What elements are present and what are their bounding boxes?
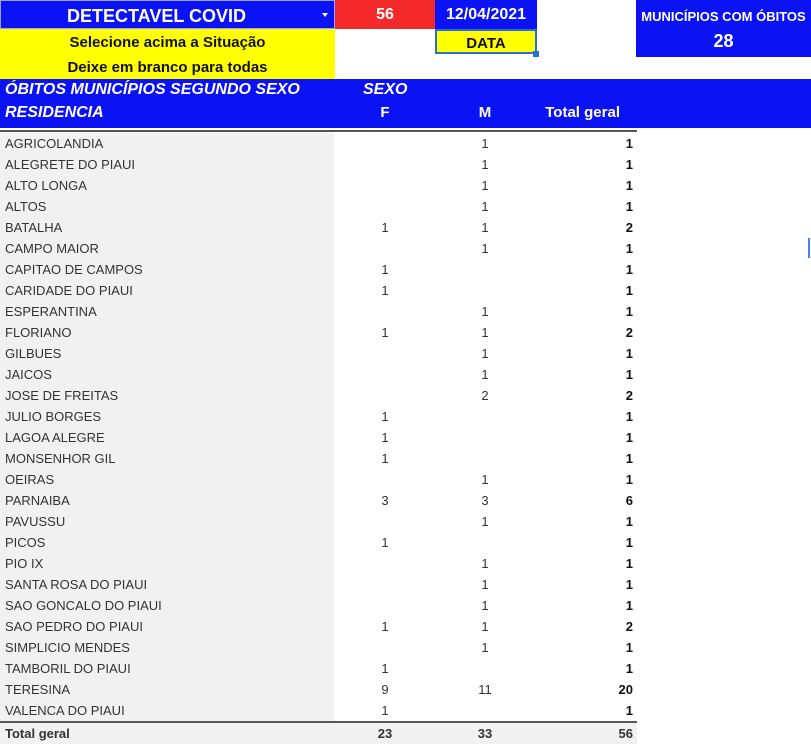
row-total: 2: [625, 619, 633, 634]
row-municipio: PARNAIBA: [0, 490, 334, 511]
row-m: 1: [481, 640, 489, 655]
situation-dropdown-value: DETECTAVEL COVID: [67, 6, 247, 26]
count-cell: 56: [335, 0, 435, 29]
table-row[interactable]: [0, 406, 637, 427]
row-municipio: JAICOS: [0, 364, 334, 385]
row-total: 2: [625, 325, 633, 340]
situation-dropdown[interactable]: [0, 0, 335, 29]
row-total: 1: [625, 451, 633, 466]
row-municipio: TERESINA: [0, 679, 334, 700]
row-m: 1: [481, 178, 489, 193]
row-m: 1: [481, 304, 489, 319]
table-row[interactable]: [0, 616, 637, 637]
selection-marker: [808, 238, 810, 258]
table-row[interactable]: [0, 658, 637, 679]
table-row[interactable]: [0, 595, 637, 616]
row-total: 1: [625, 157, 633, 172]
table-row[interactable]: [0, 322, 637, 343]
table-row[interactable]: [0, 280, 637, 301]
table-row[interactable]: [0, 364, 637, 385]
row-f: 1: [381, 703, 389, 718]
row-f: 1: [381, 283, 389, 298]
table-row[interactable]: [0, 217, 637, 238]
row-total: 1: [625, 661, 633, 676]
row-municipio: AGRICOLANDIA: [0, 133, 334, 154]
row-m: 2: [481, 388, 489, 403]
row-total: 1: [625, 367, 633, 382]
row-m: 1: [481, 472, 489, 487]
hint-line-1: Selecione acima a Situação: [0, 29, 335, 54]
row-m: 1: [481, 346, 489, 361]
table-row[interactable]: [0, 343, 637, 364]
table-row[interactable]: [0, 154, 637, 175]
table-row[interactable]: [0, 532, 637, 553]
table-row[interactable]: [0, 490, 637, 511]
col-total-header: Total geral: [545, 104, 620, 121]
row-municipio: TAMBORIL DO PIAUI: [0, 658, 334, 679]
row-municipio: CARIDADE DO PIAUI: [0, 280, 334, 301]
row-m: 1: [481, 241, 489, 256]
row-f: 1: [381, 661, 389, 676]
table-row[interactable]: [0, 637, 637, 658]
row-municipio: PIO IX: [0, 553, 334, 574]
row-municipio: FLORIANO: [0, 322, 334, 343]
row-municipio: LAGOA ALEGRE: [0, 427, 334, 448]
row-m: 1: [481, 577, 489, 592]
table-row[interactable]: [0, 133, 637, 154]
table-body: [0, 133, 637, 721]
col-f-header: F: [380, 104, 390, 121]
row-municipio: ALTOS: [0, 196, 334, 217]
row-total: 1: [625, 346, 633, 361]
row-f: 1: [381, 619, 389, 634]
row-total: 1: [625, 577, 633, 592]
row-municipio: SIMPLICIO MENDES: [0, 637, 334, 658]
row-municipio: ESPERANTINA: [0, 301, 334, 322]
cell-fill-handle[interactable]: [533, 51, 539, 57]
row-municipio: SAO PEDRO DO PIAUI: [0, 616, 334, 637]
row-total: 1: [625, 640, 633, 655]
row-municipio: VALENCA DO PIAUI: [0, 700, 334, 721]
total-m: 33: [477, 726, 493, 741]
row-m: 1: [481, 157, 489, 172]
total-geral: 56: [618, 726, 633, 741]
row-f: 9: [381, 682, 389, 697]
sexo-header: SEXO: [363, 81, 408, 98]
row-f: 1: [381, 451, 389, 466]
row-total: 1: [625, 136, 633, 151]
row-municipio: ALTO LONGA: [0, 175, 334, 196]
row-municipio: JOSE DE FREITAS: [0, 385, 334, 406]
row-municipio: PAVUSSU: [0, 511, 334, 532]
row-total: 2: [625, 220, 633, 235]
dropdown-arrow-icon[interactable]: [322, 13, 328, 17]
row-total: 1: [625, 703, 633, 718]
row-total: 1: [625, 598, 633, 613]
row-m: 1: [481, 556, 489, 571]
row-f: 1: [381, 325, 389, 340]
total-label: Total geral: [5, 726, 70, 741]
date-label-cell[interactable]: DATA: [435, 29, 537, 54]
row-municipio: BATALHA: [0, 217, 334, 238]
row-municipio: SAO GONCALO DO PIAUI: [0, 595, 334, 616]
row-municipio: MONSENHOR GIL: [0, 448, 334, 469]
row-total: 1: [625, 556, 633, 571]
row-municipio: PICOS: [0, 532, 334, 553]
row-m: 1: [481, 136, 489, 151]
row-municipio: SANTA ROSA DO PIAUI: [0, 574, 334, 595]
row-total: 1: [625, 199, 633, 214]
row-total: 1: [625, 178, 633, 193]
municipios-box: [636, 0, 811, 57]
hint-line-2: Deixe em branco para todas: [0, 54, 335, 79]
row-municipio: OEIRAS: [0, 469, 334, 490]
table-row[interactable]: [0, 301, 637, 322]
table-row[interactable]: [0, 238, 637, 259]
row-municipio: ALEGRETE DO PIAUI: [0, 154, 334, 175]
row-total: 1: [625, 472, 633, 487]
row-m: 3: [481, 493, 489, 508]
row-m: 11: [478, 682, 492, 697]
row-total: 1: [625, 430, 633, 445]
row-m: 1: [481, 325, 489, 340]
row-m: 1: [481, 367, 489, 382]
table-row[interactable]: [0, 469, 637, 490]
table-row[interactable]: [0, 553, 637, 574]
date-cell[interactable]: 12/04/2021: [435, 0, 537, 29]
total-row[interactable]: [0, 723, 637, 744]
row-f: 1: [381, 535, 389, 550]
row-total: 20: [618, 682, 633, 697]
table-row[interactable]: [0, 385, 637, 406]
row-total: 1: [625, 262, 633, 277]
table-row[interactable]: [0, 175, 637, 196]
residencia-header: RESIDENCIA: [5, 104, 104, 121]
row-municipio: JULIO BORGES: [0, 406, 334, 427]
row-m: 1: [481, 199, 489, 214]
row-m: 1: [481, 514, 489, 529]
table-row[interactable]: [0, 679, 637, 700]
row-m: 1: [481, 220, 489, 235]
row-municipio: CAPITAO DE CAMPOS: [0, 259, 334, 280]
row-total: 1: [625, 535, 633, 550]
row-f: 1: [381, 430, 389, 445]
row-f: 1: [381, 409, 389, 424]
row-total: 1: [625, 514, 633, 529]
row-total: 1: [625, 409, 633, 424]
table-row[interactable]: [0, 196, 637, 217]
row-f: 1: [381, 220, 389, 235]
row-municipio: CAMPO MAIOR: [0, 238, 334, 259]
table-row[interactable]: [0, 448, 637, 469]
total-f: 23: [377, 726, 393, 741]
table-row[interactable]: [0, 259, 637, 280]
row-total: 6: [625, 493, 633, 508]
table-row[interactable]: [0, 574, 637, 595]
row-total: 1: [625, 241, 633, 256]
row-municipio: GILBUES: [0, 343, 334, 364]
municipios-count: 28: [713, 31, 734, 51]
table-row[interactable]: [0, 700, 637, 721]
table-row[interactable]: [0, 511, 637, 532]
col-m-header: M: [478, 104, 492, 121]
row-total: 1: [625, 283, 633, 298]
row-m: 1: [481, 598, 489, 613]
row-f: 3: [381, 493, 389, 508]
table-title: ÓBITOS MUNICÍPIOS SEGUNDO SEXO: [5, 81, 300, 98]
municipios-title: MUNICÍPIOS COM ÓBITOS: [641, 9, 806, 24]
row-f: 1: [381, 262, 389, 277]
header-divider: [0, 130, 637, 132]
row-total: 1: [625, 304, 633, 319]
row-m: 1: [481, 619, 489, 634]
row-total: 2: [625, 388, 633, 403]
table-row[interactable]: [0, 427, 637, 448]
